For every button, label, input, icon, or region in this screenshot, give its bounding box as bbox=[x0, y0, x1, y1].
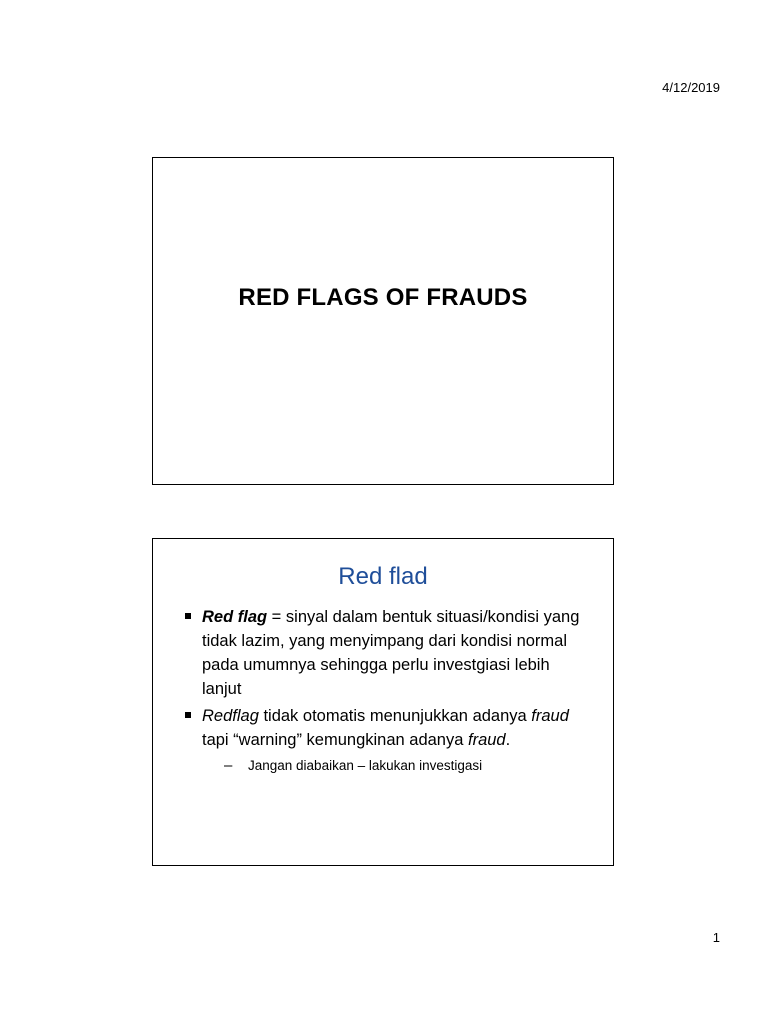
bullet-term: Red flag bbox=[202, 608, 268, 626]
bullet-term: Redflag bbox=[202, 707, 259, 725]
bullet-term: fraud bbox=[468, 731, 506, 749]
sub-bullet-item bbox=[202, 756, 591, 776]
square-bullet-icon bbox=[185, 712, 191, 718]
bullet-text: tidak otomatis menunjukkan adanya bbox=[258, 707, 532, 725]
page-date: 4/12/2019 bbox=[662, 80, 720, 95]
slide-1 bbox=[152, 157, 614, 485]
square-bullet-icon bbox=[185, 613, 191, 619]
bullet-item bbox=[185, 704, 591, 776]
slide-2-title: Red flad bbox=[338, 563, 428, 590]
slide-1-title: RED FLAGS OF FRAUDS bbox=[238, 284, 528, 311]
slide-2 bbox=[152, 538, 614, 866]
bullet-text: = sinyal dalam bentuk situasi/kondisi yang tidak lazim, yang menyimpang dari kondisi normal pada umumnya sehingga perlu investgiasi lebih lanjut bbox=[202, 608, 580, 698]
dash-bullet-icon: – bbox=[224, 757, 233, 774]
bullet-text: tapi “warning” kemungkinan adanya bbox=[202, 731, 468, 749]
bullet-item bbox=[185, 605, 591, 701]
bullet-list bbox=[185, 605, 591, 779]
bullet-text: . bbox=[505, 731, 511, 749]
bullet-term: fraud bbox=[531, 707, 569, 725]
sub-bullet-text: Jangan diabaikan – lakukan investigasi bbox=[248, 758, 483, 773]
page-number: 1 bbox=[712, 930, 720, 945]
